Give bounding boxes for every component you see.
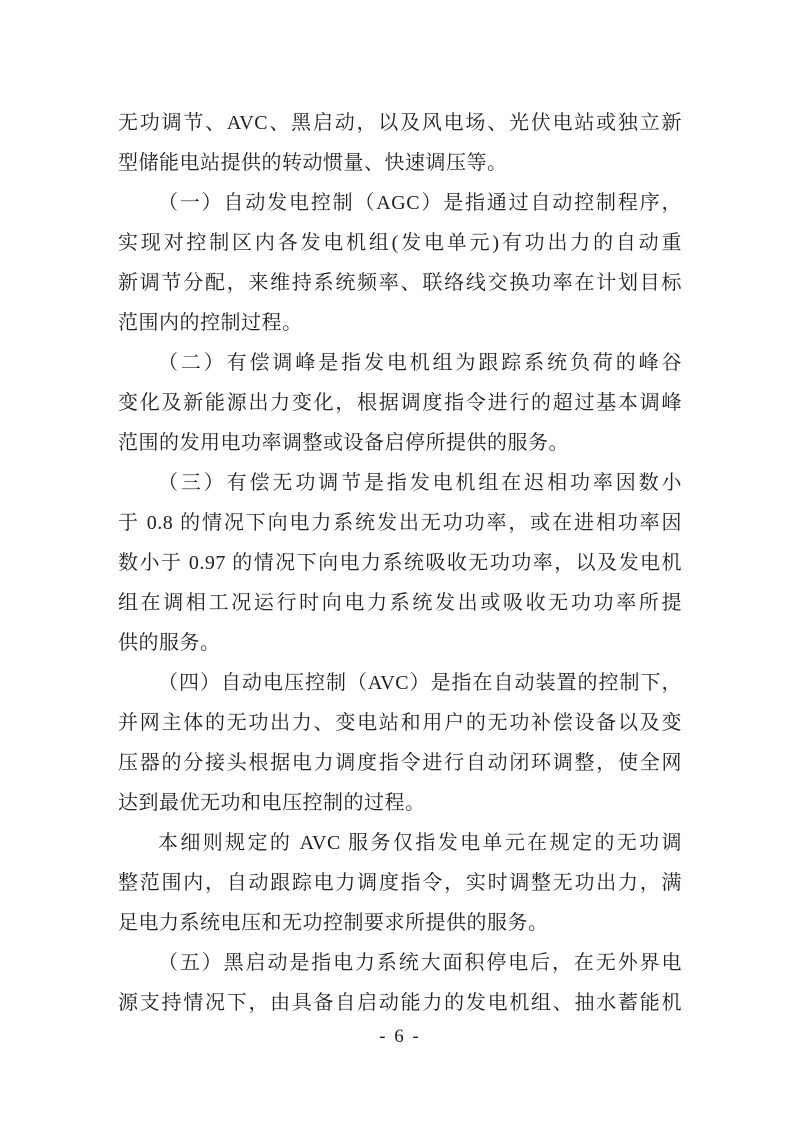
body-line: 足电力系统电压和无功控制要求所提供的服务。 [118,912,549,934]
body-line: 型储能电站提供的转动惯量、快速调压等。 [118,152,508,174]
body-line: 压器的分接头根据电力调度指令进行自动闭环调整，使全网 [118,752,682,774]
body-line: （二）有偿调峰是指发电机组为跟踪系统负荷的峰谷 [158,352,682,374]
body-line: 本细则规定的 AVC 服务仅指发电单元在规定的无功调 [158,832,682,854]
body-line: 供的服务。 [118,632,221,654]
body-line: 无功调节、AVC、黑启动，以及风电场、光伏电站或独立新 [118,112,682,134]
body-line: 范围的发用电功率调整或设备启停所提供的服务。 [118,432,569,454]
body-line: 组在调相工况运行时向电力系统发出或吸收无功功率所提 [118,592,682,614]
body-line: （三）有偿无功调节是指发电机组在迟相功率因数小 [158,472,682,494]
body-line: 范围内的控制过程。 [118,312,303,334]
page-number: - 6 - [379,1026,421,1047]
body-line: 于 0.8 的情况下向电力系统发出无功功率，或在进相功率因 [118,512,682,534]
body-line: （四）自动电压控制（AVC）是指在自动装置的控制下， [158,672,682,694]
body-line: 数小于 0.97 的情况下向电力系统吸收无功功率，以及发电机 [118,552,682,574]
body-line: 实现对控制区内各发电机组(发电单元)有功出力的自动重 [118,232,682,254]
body-text-block [118,103,682,1023]
body-line: 变化及新能源出力变化，根据调度指令进行的超过基本调峰 [118,392,682,414]
body-line: 达到最优无功和电压控制的过程。 [118,792,426,814]
body-line: 新调节分配，来维持系统频率、联络线交换功率在计划目标 [118,272,682,294]
body-line: 整范围内，自动跟踪电力调度指令，实时调整无功出力，满 [118,872,682,894]
body-line: 并网主体的无功出力、变电站和用户的无功补偿设备以及变 [118,712,682,734]
body-line: （一）自动发电控制（AGC）是指通过自动控制程序， [158,192,682,214]
body-line: 源支持情况下，由具备自启动能力的发电机组、抽水蓄能机 [118,992,682,1014]
body-line: （五）黑启动是指电力系统大面积停电后，在无外界电 [158,952,682,974]
